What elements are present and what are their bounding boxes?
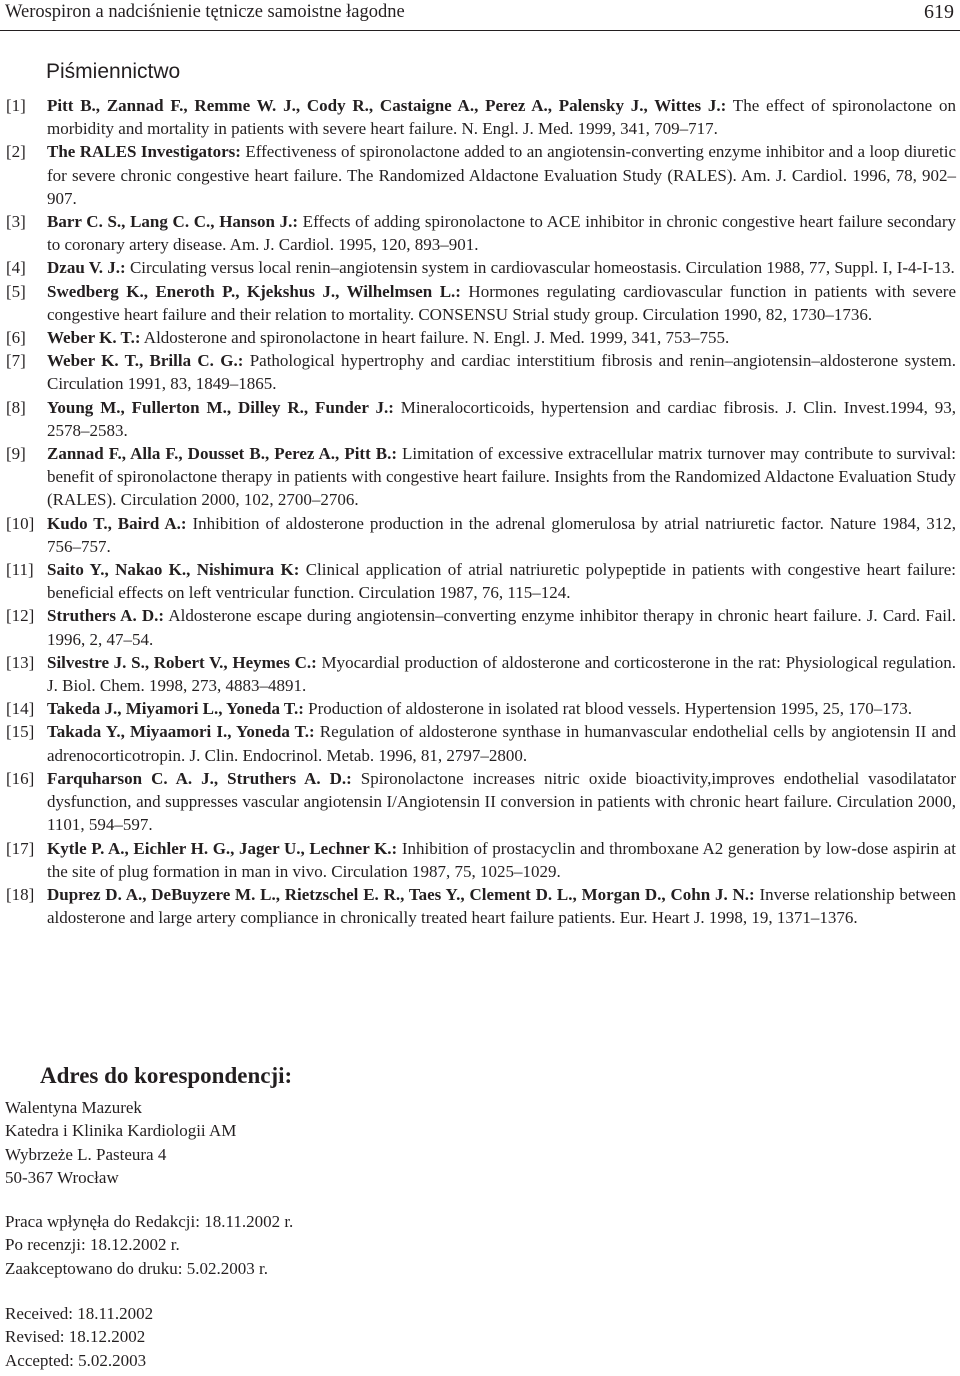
reference-text: Aldosterone escape during angiotensin–converting enzyme inhibitor therapy in chronic heart failure. J. Card. Fail. 1996, 2, 47–54. bbox=[47, 606, 957, 649]
reference-text: Aldosterone and spironolactone in heart failure. N. Engl. J. Med. 1999, 341, 753–755. bbox=[140, 328, 730, 348]
address-line: Wybrzeże L. Pasteura 4 bbox=[5, 1144, 167, 1164]
reference-text: Inverse relationship between aldosterone and large artery compliance in chronically treated heart failure patients. Eur. Heart J. 1998, 19, 1371–1376. bbox=[47, 884, 956, 928]
reference-item bbox=[6, 883, 956, 929]
reference-number: [3] bbox=[6, 212, 26, 232]
reference-authors: Weber K. T.: bbox=[47, 328, 141, 348]
reference-authors: Farquharson C. A. J., Struthers A. D.: bbox=[47, 768, 352, 788]
reference-number: [9] bbox=[6, 444, 26, 464]
correspondence-heading: Adres do korespondencji: bbox=[40, 1063, 293, 1088]
reference-authors: Pitt B., Zannad F., Remme W. J., Cody R., Castaigne A., Perez A., Palensky J., Wittes J.: bbox=[47, 96, 727, 115]
reference-authors: Dzau V. J.: bbox=[47, 258, 126, 278]
reference-item bbox=[6, 837, 956, 883]
reference-number: [11] bbox=[6, 560, 34, 580]
reference-item bbox=[6, 558, 956, 604]
address-line: Walentyna Mazurek bbox=[5, 1098, 142, 1117]
date-line: Accepted: 5.02.2003 bbox=[5, 1350, 147, 1370]
reference-authors: Kudo T., Baird A.: bbox=[47, 513, 187, 533]
reference-authors: Swedberg K., Eneroth P., Kjekshus J., Wilhelmsen L.: bbox=[47, 281, 461, 301]
reference-number: [2] bbox=[6, 142, 26, 162]
reference-number: [17] bbox=[6, 838, 35, 858]
reference-text: Myocardial production of aldosterone and corticosterone in the rat: Physiological regulation. J. Biol. Chem. 1998, 273, 4883–4891. bbox=[47, 652, 956, 696]
date-line: Praca wpłynęła do Redakcji: 18.11.2002 r. bbox=[5, 1212, 294, 1231]
date-line: Po recenzji: 18.12.2002 r. bbox=[5, 1235, 180, 1255]
reference-number: [8] bbox=[6, 397, 26, 417]
reference-item bbox=[6, 442, 956, 512]
running-title: Werospiron a nadciśnienie tętnicze samoistne łagodne bbox=[5, 2, 405, 22]
reference-item bbox=[6, 326, 956, 349]
reference-item bbox=[6, 651, 956, 697]
submission-dates-english bbox=[5, 1302, 153, 1372]
date-line: Zaakceptowano do druku: 5.02.2003 r. bbox=[5, 1258, 268, 1278]
reference-number: [15] bbox=[6, 722, 35, 742]
running-header bbox=[0, 0, 960, 31]
reference-authors: Zannad F., Alla F., Dousset B., Perez A., Pitt B.: bbox=[47, 444, 398, 464]
reference-authors: Young M., Fullerton M., Dilley R., Funder J.: bbox=[47, 397, 394, 417]
reference-number: [4] bbox=[6, 258, 26, 278]
reference-item bbox=[6, 512, 956, 558]
reference-authors: Kytle P. A., Eichler H. G., Jager U., Lechner K.: bbox=[47, 838, 398, 858]
reference-number: [14] bbox=[6, 699, 35, 719]
reference-text: Regulation of aldosterone synthase in humanvascular endothelial cells by angiotensin II and adrenocorticotropin. J. Clin. Endocrinol. Metab. 1996, 81, 2797–2800. bbox=[47, 722, 957, 765]
reference-number: [6] bbox=[6, 328, 26, 348]
reference-text: Hormones regulating cardiovascular function in patients with severe congestive heart failure and their relation to mortality. CONSENSU Strial study group. Circulation 1990, 82, 1730–1736. bbox=[47, 281, 956, 324]
reference-number: [10] bbox=[6, 513, 35, 533]
reference-authors: Takeda J., Miyamori L., Yoneda T.: bbox=[47, 699, 304, 719]
date-line: Revised: 18.12.2002 bbox=[5, 1327, 146, 1347]
reference-number: [18] bbox=[6, 884, 35, 904]
reference-text: Clinical application of atrial natriuretic polypeptide in patients with congestive heart failure: beneficial effects on left ventricular function. Circulation 1987, 76, 115–124. bbox=[47, 560, 957, 603]
reference-text: Production of aldosterone in isolated rat blood vessels. Hypertension 1995, 25, 170–173. bbox=[303, 699, 913, 719]
reference-text: Limitation of excessive extracellular matrix turnover may contribute to survival: benefit of spironolactone therapy in patients with congestive heart failure. Insights from the Randomized Aldactone Evaluation Study (RALES). Circulation 2000, 102, 2700–2706. bbox=[47, 444, 956, 510]
reference-item bbox=[6, 140, 956, 210]
address-line: 50-367 Wrocław bbox=[5, 1167, 119, 1187]
reference-number: [13] bbox=[6, 652, 35, 672]
reference-authors: Barr C. S., Lang C. C., Hanson J.: bbox=[47, 212, 299, 232]
reference-authors: The RALES Investigators: bbox=[47, 142, 241, 162]
reference-text: Mineralocorticoids, hypertension and cardiac fibrosis. J. Clin. Invest.1994, 93, 2578–2583. bbox=[47, 397, 956, 440]
reference-text: Spironolactone increases nitric oxide bioactivity,improves endothelial vasodilatator dysfunction, and suppresses vascular angiotensin I/Angiotensin II conversion in patients with chronic heart failure. Circulation 2000, 1101, 594–597. bbox=[47, 768, 956, 835]
reference-item bbox=[6, 697, 956, 720]
reference-item bbox=[6, 280, 956, 326]
references-heading: Piśmiennictwo bbox=[46, 60, 181, 83]
reference-text: Inhibition of aldosterone production in the adrenal glomerulosa by atrial natriuretic factor. Nature 1984, 312, 756–757. bbox=[47, 513, 957, 556]
reference-authors: Saito Y., Nakao K., Nishimura K: bbox=[47, 560, 300, 580]
reference-item bbox=[6, 94, 956, 140]
correspondence-address bbox=[5, 1096, 236, 1189]
reference-number: [16] bbox=[6, 768, 35, 788]
reference-number: [7] bbox=[6, 351, 26, 371]
reference-text: Pathological hypertrophy and cardiac interstitium fibrosis and renin–angiotensin–aldosterone system. Circulation 1991, 83, 1849–1865. bbox=[47, 351, 956, 394]
reference-item bbox=[6, 396, 956, 442]
reference-number: [12] bbox=[6, 606, 35, 626]
reference-item bbox=[6, 604, 956, 650]
address-line: Katedra i Klinika Kardiologii AM bbox=[5, 1121, 237, 1141]
reference-authors: Struthers A. D.: bbox=[47, 606, 165, 626]
reference-item bbox=[6, 210, 956, 256]
reference-item bbox=[6, 767, 956, 837]
reference-text: Effectiveness of spironolactone added to an angiotensin-converting enzyme inhibitor and a loop diuretic for severe chronic congestive heart failure. The Randomized Aldactone Evaluation Study (RALES). Am. J. Cardiol. 1996, 78, 902–907. bbox=[47, 142, 957, 208]
reference-authors: Weber K. T., Brilla C. G.: bbox=[47, 351, 244, 371]
reference-text: Effects of adding spironolactone to ACE inhibitor in chronic congestive heart failure secondary to coronary artery disease. Am. J. Cardiol. 1995, 120, 893–901. bbox=[47, 212, 956, 255]
reference-number: [5] bbox=[6, 281, 26, 301]
page-number: 619 bbox=[924, 1, 954, 23]
reference-text: Inhibition of prostacyclin and thromboxane A2 generation by low-dose aspirin at the site of plug formation in man in vivo. Circulation 1987, 75, 1025–1029. bbox=[47, 838, 956, 881]
reference-authors: Duprez D. A., DeBuyzere M. L., Rietzschel E. R., Taes Y., Clement D. L., Morgan D., Cohn J. N.: bbox=[47, 884, 755, 904]
reference-text: The effect of spironolactone on morbidity and mortality in patients with severe heart failure. N. Engl. J. Med. 1999, 341, 709–717. bbox=[47, 96, 956, 139]
reference-text: Circulating versus local renin–angiotensin system in cardiovascular homeostasis. Circulation 1988, 77, Suppl. I, I-4-I-13. bbox=[125, 258, 955, 278]
reference-authors: Takada Y., Miyaamori I., Yoneda T.: bbox=[47, 722, 315, 742]
submission-dates-polish bbox=[5, 1210, 293, 1280]
reference-authors: Silvestre J. S., Robert V., Heymes C.: bbox=[47, 652, 317, 672]
reference-number: [1] bbox=[6, 96, 26, 115]
reference-item bbox=[6, 349, 956, 395]
date-line: Received: 18.11.2002 bbox=[5, 1304, 154, 1323]
reference-list bbox=[6, 94, 956, 929]
reference-item bbox=[6, 720, 956, 766]
reference-item bbox=[6, 256, 956, 279]
